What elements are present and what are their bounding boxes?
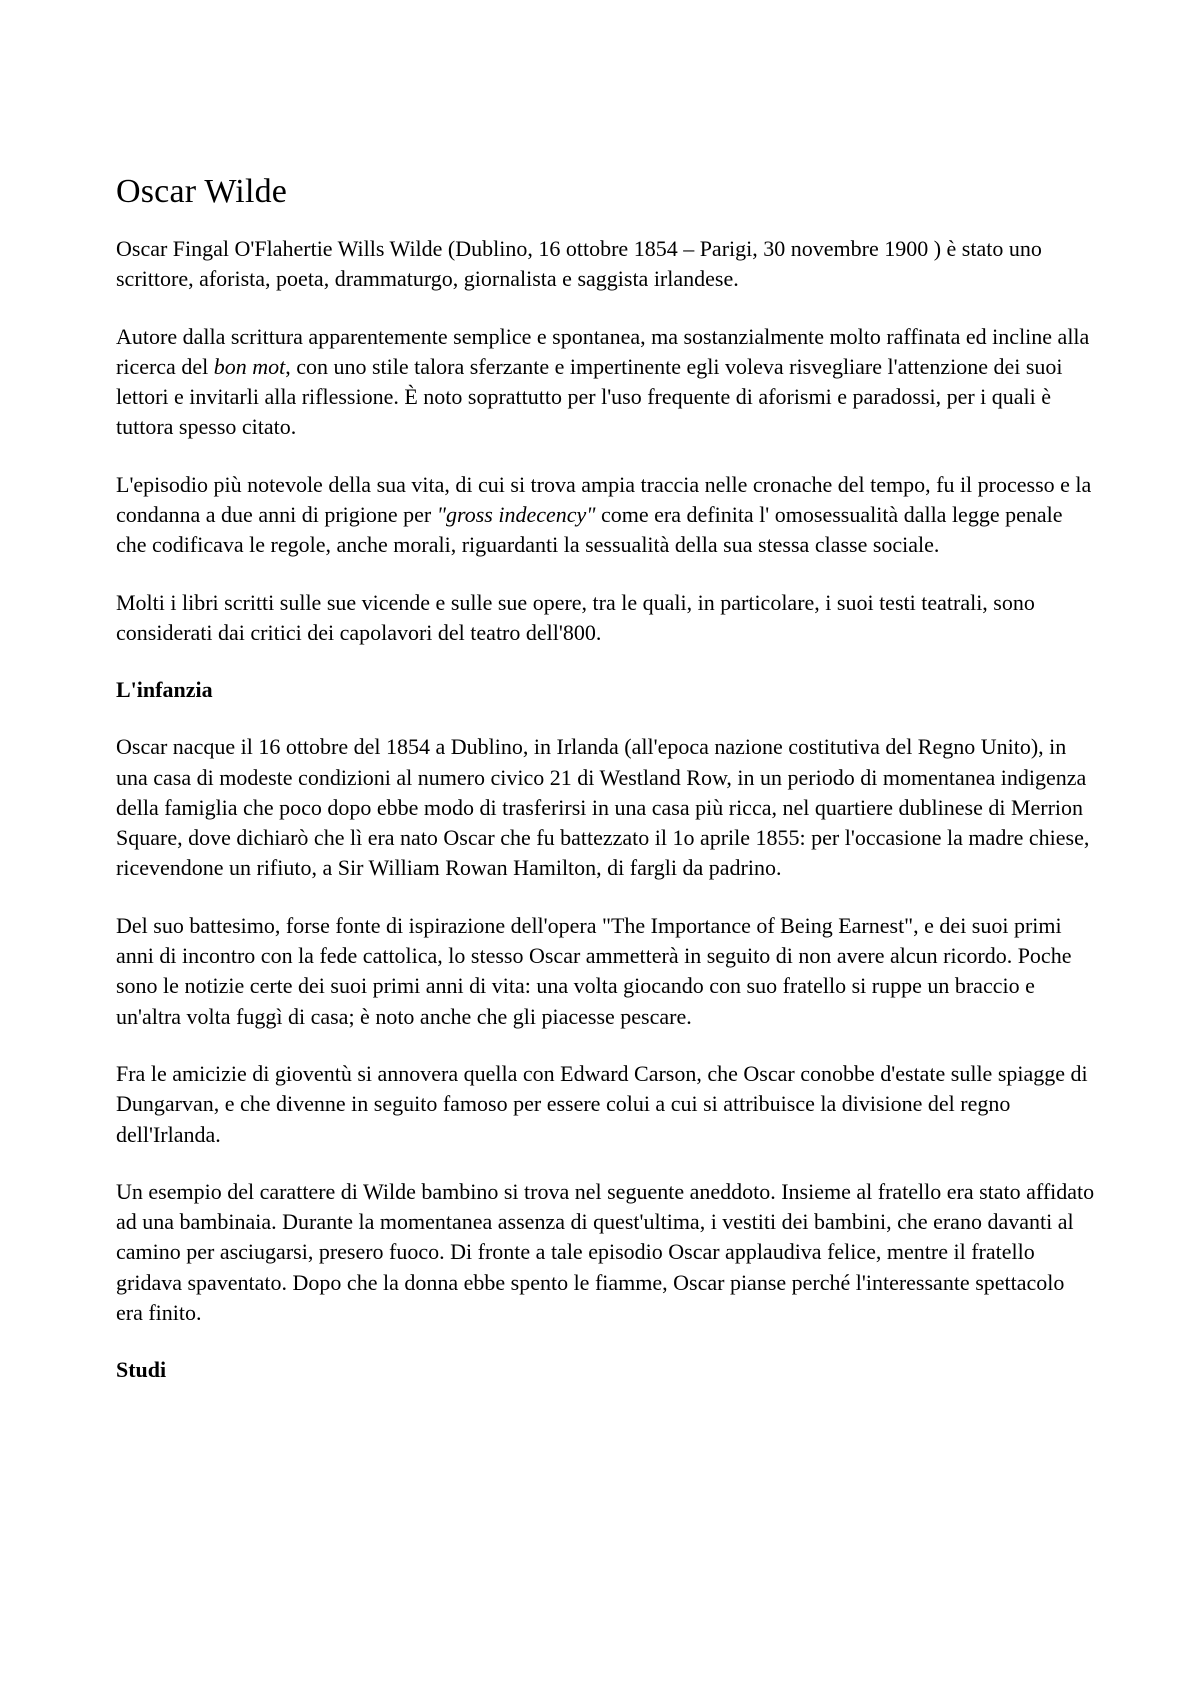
paragraph-style-text-2: , con uno stile talora sferzante e impertinente egli voleva risvegliare l'attenzione dei suoi lettori e invitarli alla riflessione. È noto soprattutto per l'uso frequente di aforismi e paradossi, per i quali è tuttora spesso citato. (116, 353, 1063, 440)
paragraph-anecdote: Un esempio del carattere di Wilde bambino si trova nel seguente aneddoto. Insieme al fratello era stato affidato ad una bambinaia. Durante la momentanea assenza di quest'ultima, i vestiti dei bambini, che erano davanti al camino per asciugarsi, presero fuoco. Di fronte a tale episodio Oscar applaudiva felice, mentre il fratello gridava spaventato. Dopo che la donna ebbe spento le fiamme, Oscar pianse perché l'interessante spettacolo era finito. (116, 1178, 1095, 1326)
section-heading-infanzia: L'infanzia (116, 677, 213, 703)
paragraph-episode (116, 470, 1096, 561)
section-heading-studi: Studi (116, 1357, 167, 1383)
paragraph-friendships: Fra le amicizie di gioventù si annovera quella con Edward Carson, che Oscar conobbe d'estate sulle spiagge di Dungarvan, e che divenne in seguito famoso per essere colui a cui si attribuisce la divisione del regno dell'Irlanda. (116, 1060, 1088, 1147)
paragraph-style (116, 322, 1096, 443)
paragraph-style-text-1: Autore dalla scrittura apparentemente semplice e spontanea, ma sostanzialmente molto raffinata ed incline alla ricerca del (116, 323, 1090, 379)
paragraph-books: Molti i libri scritti sulle sue vicende e sulle sue opere, tra le quali, in particolare, i suoi testi teatrali, sono considerati dai critici dei capolavori del teatro dell'800. (116, 589, 1035, 645)
paragraph-intro: Oscar Fingal O'Flahertie Wills Wilde (Dublino, 16 ottobre 1854 – Parigi, 30 novembre 1900 ) è stato uno scrittore, aforista, poeta, drammaturgo, giornalista e saggista irlandese. (116, 236, 1042, 292)
italic-bon-mot: bon mot (213, 353, 286, 379)
italic-gross-indecency: "gross indecency" (436, 502, 596, 528)
paragraph-episode-text-2: come era definita l' omosessualità dalla legge penale che codificava le regole, anche morali, riguardanti la sessualità della sua stessa classe sociale. (116, 502, 1063, 558)
paragraph-birth: Oscar nacque il 16 ottobre del 1854 a Dublino, in Irlanda (all'epoca nazione costitutiva del Regno Unito), in una casa di modeste condizioni al numero civico 21 di Westland Row, in un periodo di momentanea indigenza della famiglia che poco dopo ebbe modo di trasferirsi in una casa più ricca, nel quartiere dublinese di Merrion Square, dove dichiarò che lì era nato Oscar che fu battezzato il 1o aprile 1855: per l'occasione la madre chiese, ricevendone un rifiuto, a Sir William Rowan Hamilton, di fargli da padrino. (116, 734, 1090, 881)
paragraph-episode-text-1: L'episodio più notevole della sua vita, di cui si trova ampia traccia nelle cronache del tempo, fu il processo e la condanna a due anni di prigione per (116, 471, 1092, 528)
document-title: Oscar Wilde (116, 173, 288, 210)
paragraph-baptism: Del suo battesimo, forse fonte di ispirazione dell'opera "The Importance of Being Earnest", e dei suoi primi anni di incontro con la fede cattolica, lo stesso Oscar ammetterà in seguito di non avere alcun ricordo. Poche sono le notizie certe dei suoi primi anni di vita: una volta giocando con suo fratello si ruppe un braccio e un'altra volta fuggì di casa; è noto anche che gli piacesse pescare. (116, 912, 1072, 1029)
document-body (116, 170, 1096, 1412)
